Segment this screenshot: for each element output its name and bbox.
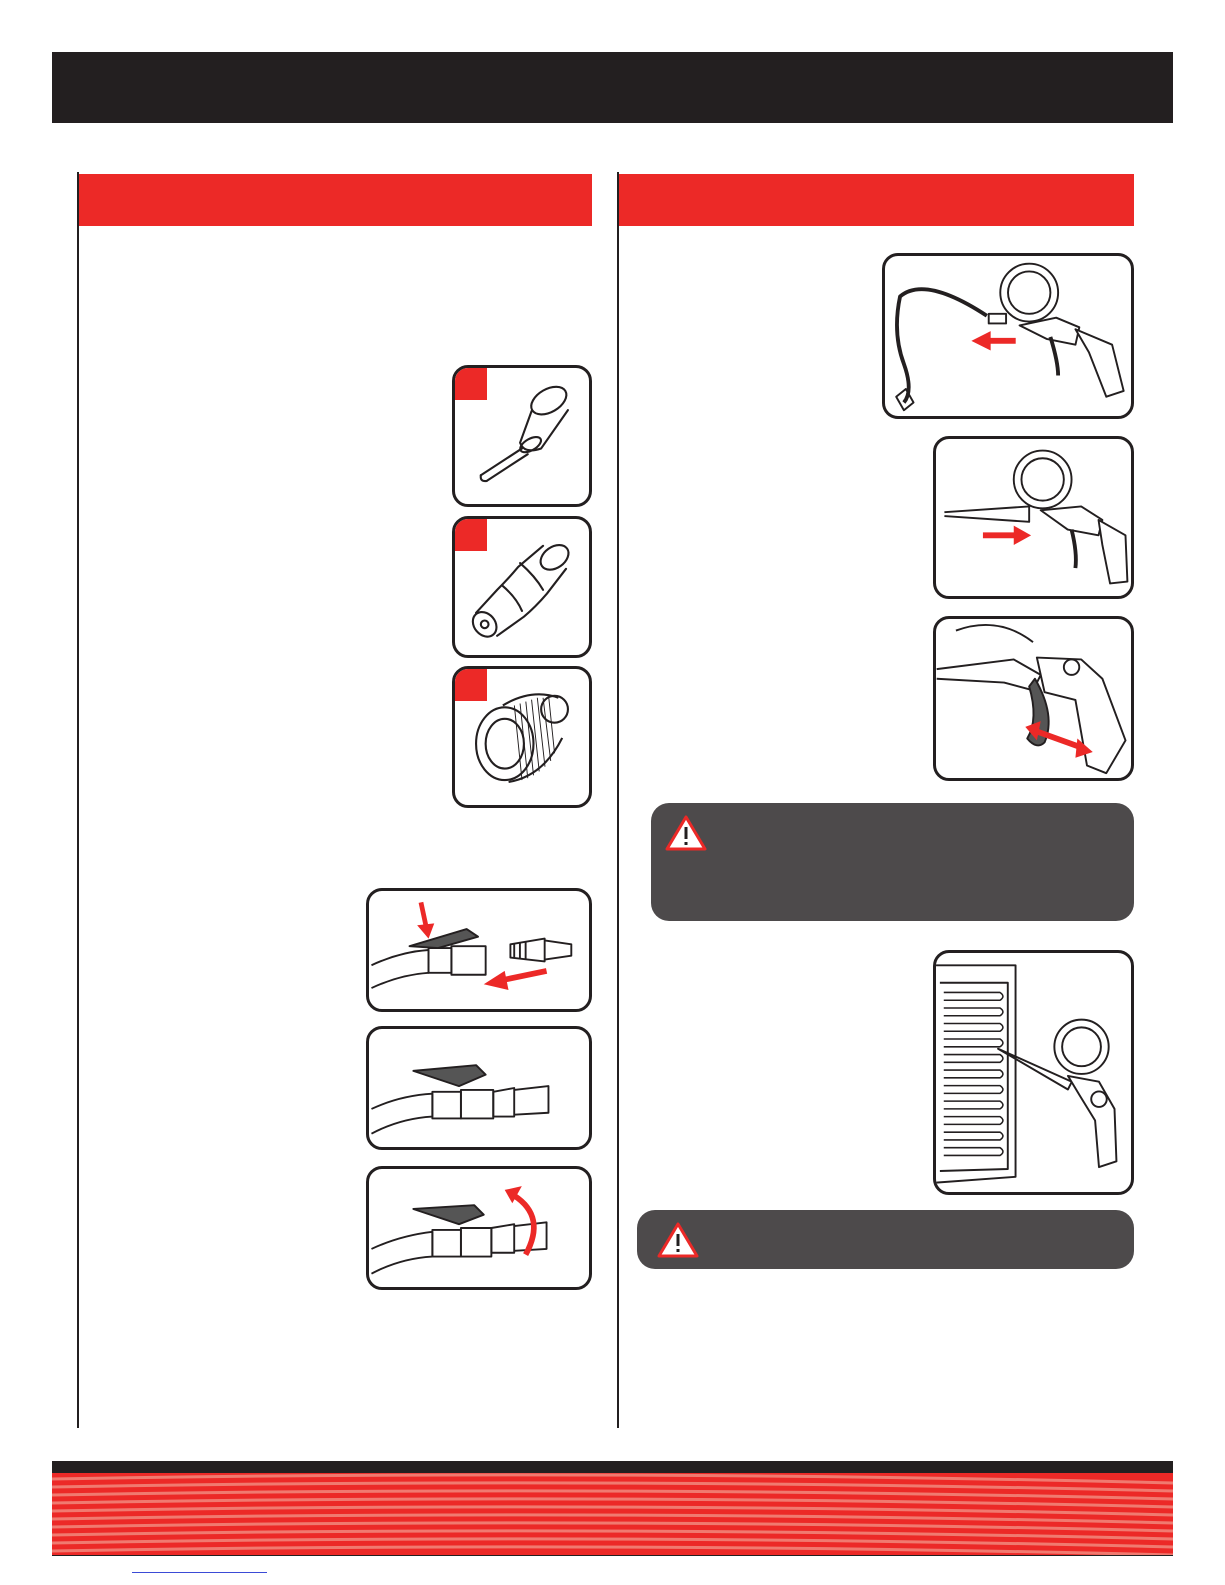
right-section-header <box>619 174 1134 226</box>
blow-grille-icon <box>936 953 1131 1192</box>
tapered-nozzle-icon <box>455 519 589 655</box>
hose-clip-rotate-icon <box>369 1169 589 1287</box>
step-panel-press-clip <box>366 888 592 1012</box>
gauge-nozzle-insert-icon <box>936 439 1131 596</box>
step-panel-rotate-lock <box>366 1166 592 1290</box>
trigger-squeeze-icon <box>936 619 1131 778</box>
step-panel-remove-hose <box>882 253 1134 419</box>
warning-box-2 <box>637 1210 1134 1269</box>
warning-icon <box>665 815 707 851</box>
gauge-hose-remove-icon <box>885 256 1131 416</box>
page-header-bar <box>52 52 1173 123</box>
knurled-adapter-icon <box>455 669 589 805</box>
hose-clip-attached-icon <box>369 1029 589 1147</box>
warning-box-1 <box>651 803 1134 921</box>
footer-link-underline[interactable] <box>132 1572 267 1573</box>
left-section-header <box>79 174 592 226</box>
step-panel-blow-grille <box>933 950 1134 1195</box>
page-footer-band <box>52 1461 1173 1556</box>
step-panel-squeeze-trigger <box>933 616 1134 781</box>
warning-icon <box>657 1222 699 1258</box>
footer-stripes <box>52 1473 1173 1555</box>
right-column-rule <box>617 172 619 1428</box>
accessory-panel-knurled <box>452 666 592 808</box>
step-panel-insert-nozzle <box>933 436 1134 599</box>
step-panel-clip-attached <box>366 1026 592 1150</box>
hose-clip-press-icon <box>369 891 589 1009</box>
left-column-rule <box>77 172 79 1428</box>
accessory-panel-tapered-nozzle <box>452 516 592 658</box>
accessory-panel-needle <box>452 365 592 507</box>
needle-adapter-icon <box>455 368 589 504</box>
